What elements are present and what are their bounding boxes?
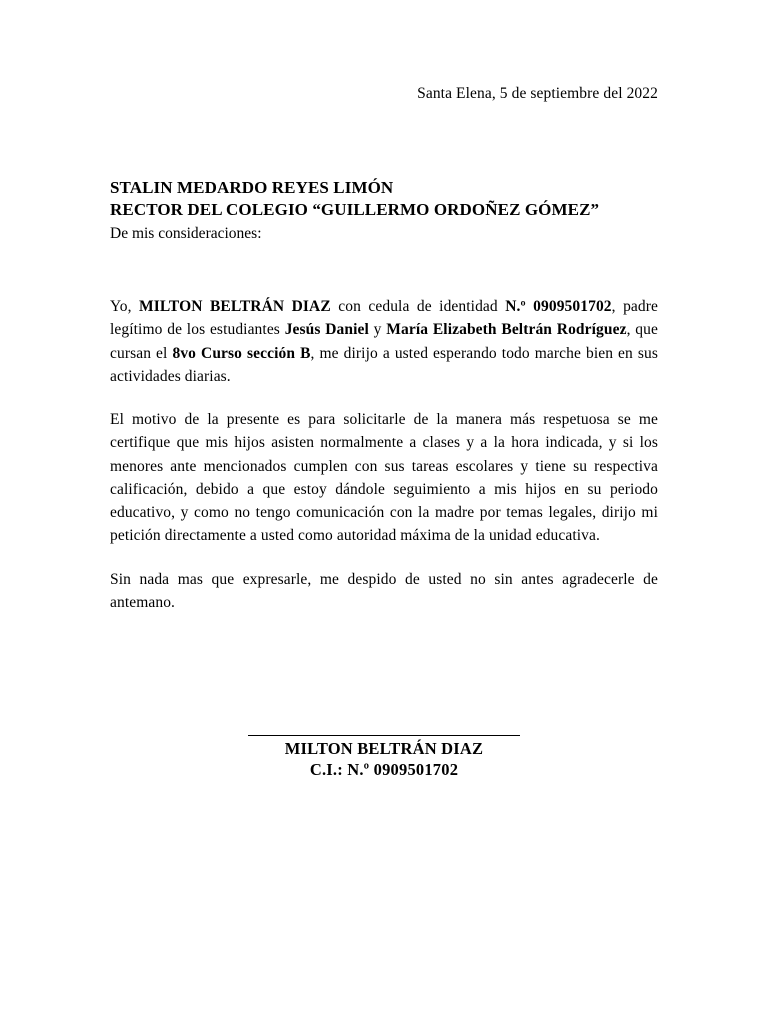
p1-segment-9: , que cursan el — [110, 321, 658, 362]
p1-student-one: Jesús Daniel — [284, 321, 369, 339]
signature-line — [248, 735, 520, 736]
p1-student-two: María Elizabeth Beltrán Rodríguez — [386, 321, 627, 339]
recipient-name: STALIN MEDARDO REYES LIMÓN — [110, 178, 394, 197]
recipient-block — [110, 177, 658, 245]
p1-course: 8vo Curso sección B — [172, 344, 311, 362]
date-line: Santa Elena, 5 de septiembre del 2022 — [417, 85, 658, 102]
paragraph-2: El motivo de la presente es para solicitarle de la manera más respetuosa se me certifique que mis hijos asisten normalmente a clases y a la hora indicada, y si los menores ante mencionados cumplen con sus tareas escolares y tiene su respectiva calificación, debido a que estoy dándole seguimiento a mis hijos en su periodo educativo, y como no tengo comunicación con la madre por temas legales, dirijo mi petición directamente a usted como autoridad máxima de la unidad educativa. — [110, 411, 658, 545]
p1-segment-3: con cedula de identidad — [330, 298, 506, 316]
recipient-title: RECTOR DEL COLEGIO “GUILLERMO ORDOÑEZ GÓMEZ” — [110, 200, 600, 220]
p1-segment-5: , padre legítimo de los estudiantes — [110, 298, 659, 339]
letter-body — [110, 295, 658, 614]
signature-id: C.I.: N.º 0909501702 — [309, 760, 459, 780]
p1-id-number: N.º 0909501702 — [505, 298, 612, 316]
paragraph-1 — [110, 295, 658, 388]
p1-segment-1: Yo, — [110, 298, 140, 316]
p1-segment-11: , me dirijo a usted esperando todo marche bien en sus actividades diarias. — [110, 344, 659, 385]
signature-block — [0, 735, 768, 780]
paragraph-3: Sin nada mas que expresarle, me despido de usted no sin antes agradecerle de antemano. — [110, 570, 658, 611]
p1-segment-7: y — [368, 321, 387, 339]
signature-name: MILTON BELTRÁN DIAZ — [284, 739, 484, 758]
p1-declarant-name: MILTON BELTRÁN DIAZ — [139, 298, 331, 316]
salutation: De mis consideraciones: — [110, 225, 262, 243]
